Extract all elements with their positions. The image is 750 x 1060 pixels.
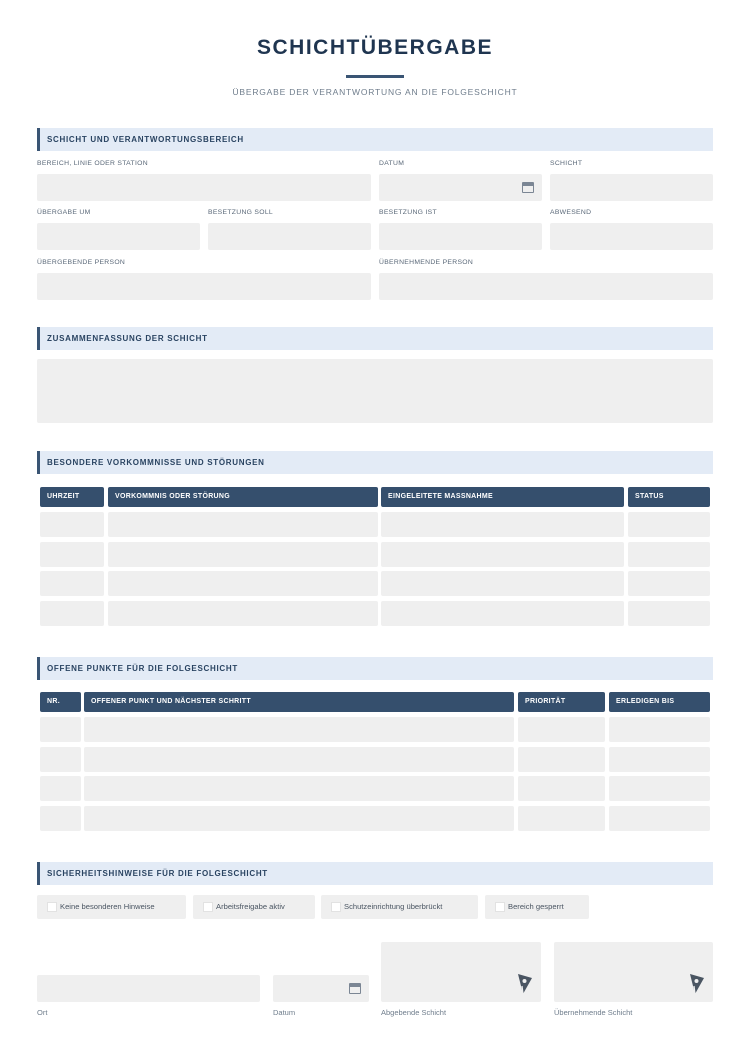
sign-in-label: Übernehmende Schicht: [554, 1008, 633, 1017]
signature-out-field[interactable]: [381, 942, 541, 1002]
checkbox[interactable]: [203, 902, 213, 912]
taking-over-label: ÜBERNEHMENDE PERSON: [379, 259, 474, 266]
date-label: DATUM: [379, 160, 405, 167]
area-field[interactable]: [37, 174, 371, 201]
staff-actual-label: BESETZUNG IST: [379, 209, 437, 216]
table-cell[interactable]: [40, 571, 104, 596]
table-cell[interactable]: [40, 512, 104, 537]
table-cell[interactable]: [108, 542, 378, 567]
section-header-summary: [37, 327, 713, 350]
table-cell[interactable]: [84, 747, 514, 772]
staff-target-label: BESETZUNG SOLL: [208, 209, 274, 216]
table-cell[interactable]: [40, 717, 81, 742]
column-header: STATUS: [628, 487, 710, 507]
handover-time-field[interactable]: [37, 223, 200, 250]
table-cell[interactable]: [518, 776, 605, 801]
sign-out-label: Abgebende Schicht: [381, 1008, 447, 1017]
table-cell[interactable]: [84, 776, 514, 801]
section-title: ZUSAMMENFASSUNG DER SCHICHT: [47, 334, 208, 343]
footer-date-label: Datum: [273, 1008, 296, 1017]
checkbox[interactable]: [331, 902, 341, 912]
column-header: ERLEDIGEN BIS: [609, 692, 710, 712]
table-cell[interactable]: [518, 717, 605, 742]
area-label: BEREICH, LINIE ODER STATION: [37, 160, 148, 167]
column-header: PRIORITÄT: [518, 692, 605, 712]
table-cell[interactable]: [609, 747, 710, 772]
option-work-permit[interactable]: [193, 895, 315, 919]
handing-over-label: ÜBERGEBENDE PERSON: [37, 259, 126, 266]
section-title: SICHERHEITSHINWEISE FÜR DIE FOLGESCHICHT: [47, 869, 268, 878]
pen-nib-icon: [689, 972, 705, 996]
column-header: OFFENER PUNKT UND NÄCHSTER SCHRITT: [84, 692, 514, 712]
staff-target-field[interactable]: [208, 223, 371, 250]
table-cell[interactable]: [628, 542, 710, 567]
page-title: SCHICHTÜBERGABE: [256, 36, 493, 59]
column-header: EINGELEITETE MASSNAHME: [381, 487, 624, 507]
table-cell[interactable]: [40, 806, 81, 831]
table-cell[interactable]: [609, 717, 710, 742]
footer-date-field[interactable]: [273, 975, 369, 1002]
table-cell[interactable]: [628, 571, 710, 596]
shift-field[interactable]: [550, 174, 713, 201]
shift-label: SCHICHT: [550, 160, 583, 167]
section-title: BESONDERE VORKOMMNISSE UND STÖRUNGEN: [47, 458, 265, 467]
date-field[interactable]: [379, 174, 542, 201]
staff-actual-field[interactable]: [379, 223, 542, 250]
section-title: SCHICHT UND VERANTWORTUNGSBEREICH: [47, 135, 244, 144]
column-header: UHRZEIT: [40, 487, 104, 507]
table-cell[interactable]: [84, 717, 514, 742]
table-cell[interactable]: [40, 601, 104, 626]
table-cell[interactable]: [108, 571, 378, 596]
summary-textarea[interactable]: [37, 359, 713, 423]
table-cell[interactable]: [40, 542, 104, 567]
table-cell[interactable]: [108, 601, 378, 626]
option-label: Keine besonderen Hinweise: [60, 902, 155, 911]
column-header: VORKOMMNIS ODER STÖRUNG: [108, 487, 378, 507]
table-cell[interactable]: [108, 512, 378, 537]
section-header-open-items: [37, 657, 713, 680]
handing-over-field[interactable]: [37, 273, 371, 300]
calendar-icon[interactable]: [349, 983, 361, 994]
handover-time-label: ÜBERGABE UM: [37, 209, 91, 216]
option-no-notes[interactable]: [37, 895, 186, 919]
table-cell[interactable]: [628, 601, 710, 626]
table-cell[interactable]: [609, 776, 710, 801]
option-label: Bereich gesperrt: [508, 902, 564, 911]
pen-nib-icon: [517, 972, 533, 996]
table-cell[interactable]: [381, 601, 624, 626]
page-subtitle: ÜBERGABE DER VERANTWORTUNG AN DIE FOLGESCHICHT: [232, 87, 518, 97]
section-header-safety: [37, 862, 713, 885]
absent-field[interactable]: [550, 223, 713, 250]
title-underline: [346, 75, 404, 78]
signature-in-field[interactable]: [554, 942, 713, 1002]
taking-over-field[interactable]: [379, 273, 713, 300]
table-cell[interactable]: [84, 806, 514, 831]
table-cell[interactable]: [381, 512, 624, 537]
place-field[interactable]: [37, 975, 260, 1002]
place-label: Ort: [37, 1008, 48, 1017]
table-cell[interactable]: [518, 747, 605, 772]
column-header: NR.: [40, 692, 81, 712]
option-label: Arbeitsfreigabe aktiv: [216, 902, 285, 911]
table-cell[interactable]: [518, 806, 605, 831]
section-header-shift: [37, 128, 713, 151]
table-cell[interactable]: [40, 747, 81, 772]
table-cell[interactable]: [609, 806, 710, 831]
option-label: Schutzeinrichtung überbrückt: [344, 902, 443, 911]
option-area-locked[interactable]: [485, 895, 589, 919]
section-header-incidents: [37, 451, 713, 474]
absent-label: ABWESEND: [550, 209, 592, 216]
table-cell[interactable]: [40, 776, 81, 801]
calendar-icon[interactable]: [522, 182, 534, 193]
section-title: OFFENE PUNKTE FÜR DIE FOLGESCHICHT: [47, 664, 238, 673]
checkbox[interactable]: [47, 902, 57, 912]
checkbox[interactable]: [495, 902, 505, 912]
table-cell[interactable]: [381, 542, 624, 567]
option-bypass[interactable]: [321, 895, 478, 919]
table-cell[interactable]: [628, 512, 710, 537]
table-cell[interactable]: [381, 571, 624, 596]
